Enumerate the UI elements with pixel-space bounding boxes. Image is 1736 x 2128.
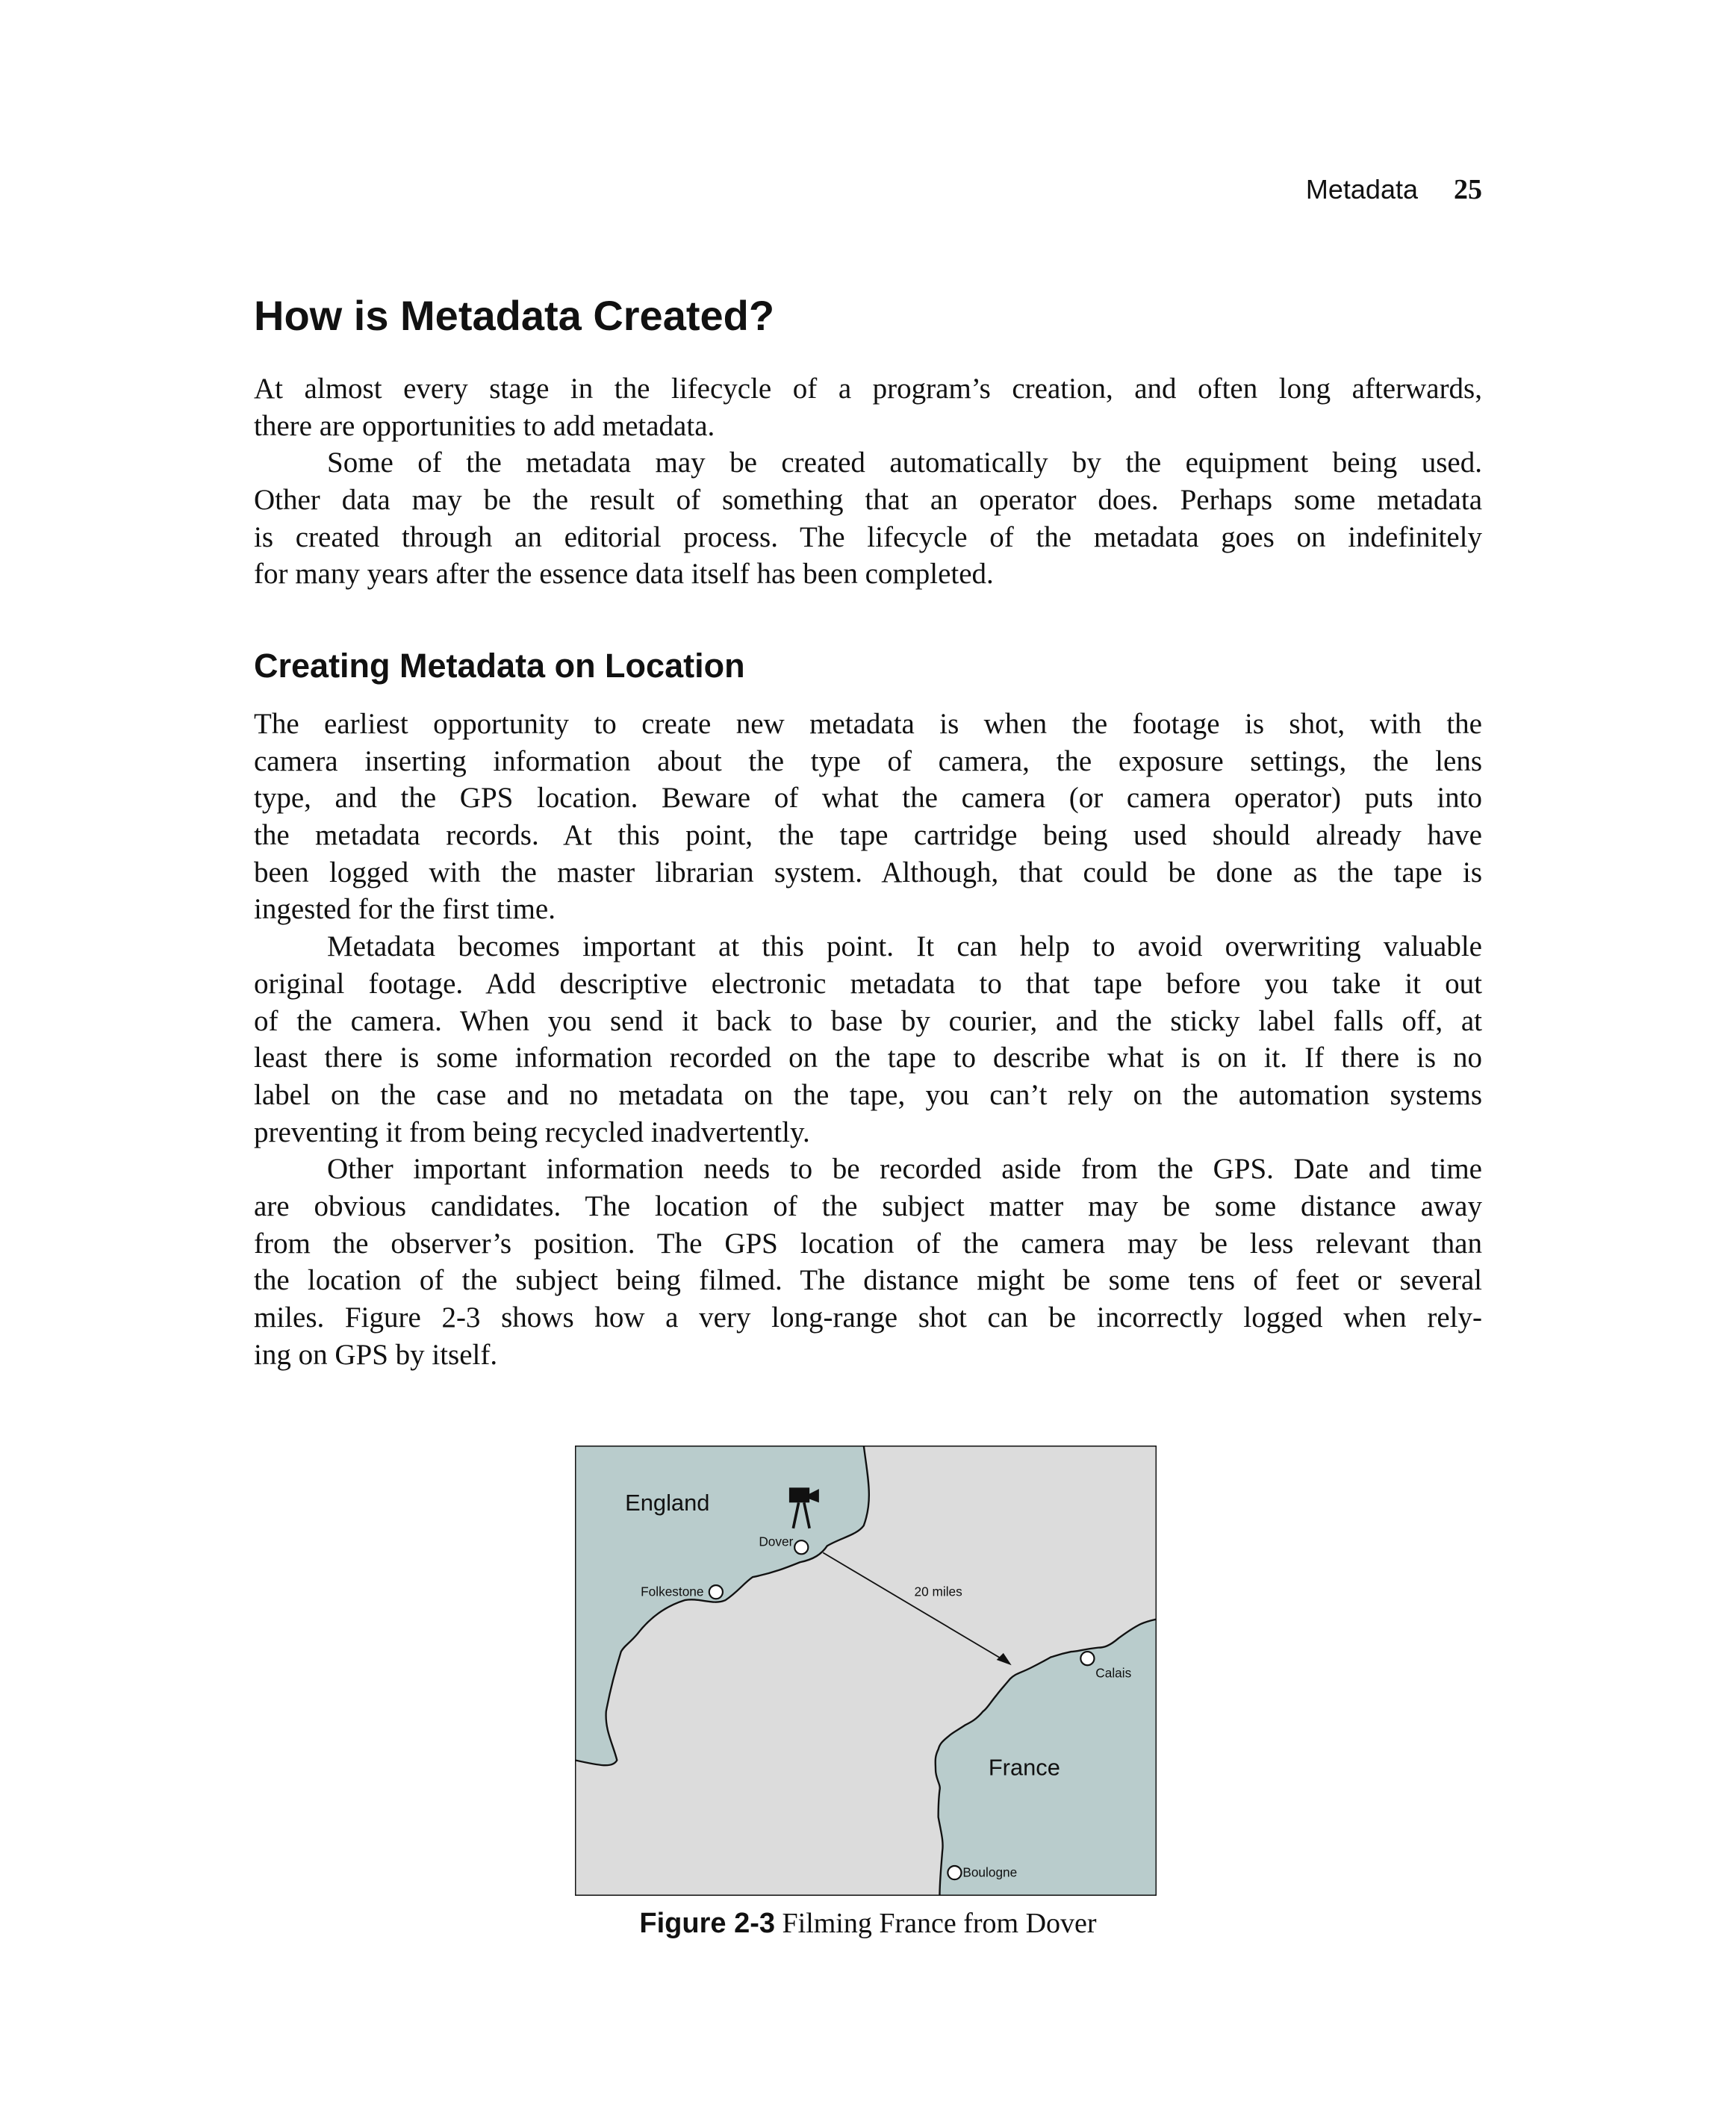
section2-body (254, 706, 1482, 1373)
text-line: Metadata becomes important at this point. It can help to avoid overwriting valuable (327, 930, 1482, 963)
dover-marker (794, 1540, 808, 1554)
figure-caption-label: Figure 2-3 (639, 1908, 775, 1939)
dover-label: Dover (759, 1534, 794, 1549)
text-line: been logged with the master librarian system. Although, that could be done as the tape is (254, 856, 1482, 889)
distance-label: 20 miles (914, 1584, 962, 1599)
section-heading: How is Metadata Created? (254, 292, 775, 339)
text-line: Some of the metadata may be created automatically by the equipment being used. (327, 447, 1482, 479)
folkestone-marker (709, 1585, 723, 1599)
boulogne-label: Boulogne (962, 1864, 1018, 1880)
text-line: original footage. Add descriptive electronic metadata to that tape before you take it out (254, 967, 1482, 1000)
text-line: At almost every stage in the lifecycle of a program’s creation, and often long afterwards, (254, 373, 1482, 405)
text-line: the location of the subject being filmed. The distance might be some tens of feet or several (254, 1264, 1482, 1297)
text-line: is created through an editorial process. The lifecycle of the metadata goes on indefinitely (254, 520, 1482, 553)
text-line: ingested for the first time. (254, 893, 556, 926)
map-svg (575, 1446, 1157, 1896)
subsection-heading: Creating Metadata on Location (254, 647, 745, 685)
figure-map (575, 1446, 1157, 1896)
text-line: of the camera. When you send it back to base by courier, and the sticky label falls off, at (254, 1004, 1482, 1037)
text-line: type, and the GPS location. Beware of what the camera (or camera operator) puts into (254, 782, 1482, 815)
text-line: from the observer’s position. The GPS location of the camera may be less relevant than (254, 1227, 1482, 1260)
section1-body (254, 370, 1482, 593)
figure-caption-text: Filming France from Dover (782, 1908, 1097, 1939)
page-number: 25 (1454, 174, 1482, 205)
text-line: miles. Figure 2-3 shows how a very long-range shot can be incorrectly logged when rely- (254, 1301, 1482, 1334)
figure-caption (0, 1907, 1736, 1940)
text-line: camera inserting information about the type of camera, the exposure settings, the lens (254, 744, 1482, 777)
text-line: Other important information needs to be recorded aside from the GPS. Date and time (327, 1153, 1482, 1186)
text-line: ing on GPS by itself. (254, 1338, 498, 1371)
text-line: label on the case and no metadata on the tape, you can’t rely on the automation systems (254, 1078, 1482, 1111)
text-line: are obvious candidates. The location of the subject matter may be some distance away (254, 1189, 1482, 1222)
text-line: The earliest opportunity to create new metadata is when the footage is shot, with the (254, 708, 1482, 740)
running-header (1306, 173, 1482, 206)
text-line: preventing it from being recycled inadvertently. (254, 1116, 810, 1148)
france-label: France (988, 1754, 1060, 1781)
boulogne-marker (948, 1866, 961, 1879)
running-header-section: Metadata (1305, 174, 1418, 205)
text-line: for many years after the essence data itself has been completed. (254, 558, 994, 591)
text-line: the metadata records. At this point, the tape cartridge being used should already have (254, 819, 1482, 852)
text-line: Other data may be the result of something that an operator does. Perhaps some metadata (254, 484, 1482, 517)
folkestone-label: Folkestone (641, 1584, 704, 1599)
england-label: England (625, 1490, 710, 1516)
calais-label: Calais (1095, 1665, 1132, 1681)
text-line: least there is some information recorded on the tape to describe what is on it. If there is no (254, 1042, 1482, 1074)
calais-marker (1080, 1652, 1094, 1665)
text-line: there are opportunities to add metadata. (254, 409, 715, 442)
